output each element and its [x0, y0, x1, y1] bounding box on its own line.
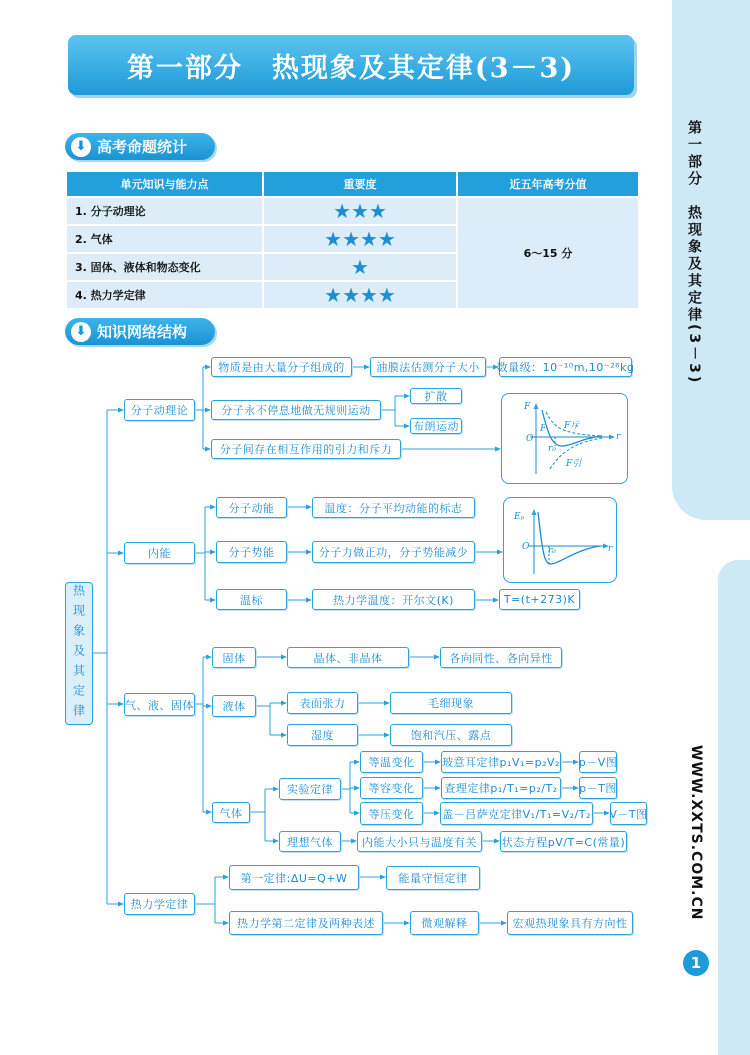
- node-humidity: 湿度: [287, 724, 358, 746]
- label-r0: r₀: [548, 546, 556, 556]
- col-header: 单元知识与能力点: [67, 172, 262, 196]
- node-state-equation: 状态方程pV/T=C(常量): [500, 831, 627, 852]
- down-arrow-icon: ⬇: [71, 137, 91, 157]
- node-brownian: 布朗运动: [410, 418, 462, 434]
- node-isochoric: 等容变化: [360, 777, 423, 799]
- importance-stars: ★★★: [264, 198, 456, 224]
- down-arrow-icon: ⬇: [71, 322, 91, 342]
- potential-energy-graph: [503, 497, 617, 583]
- node-crystal: 晶体、非晶体: [287, 647, 409, 668]
- col-header: 近五年高考分值: [458, 172, 638, 196]
- label-repulsion: F斥: [564, 421, 580, 431]
- axis-label-r: r: [608, 544, 613, 554]
- node-gas: 气体: [212, 802, 250, 823]
- label-net-force: F: [540, 424, 547, 434]
- force-curve-plot: [502, 394, 629, 485]
- node-magnitude: 数量级：10⁻¹⁰m,10⁻²⁶kg: [499, 357, 632, 377]
- node-potential-energy: 分子势能: [216, 541, 287, 563]
- chapter-title-banner: 第一部分 热现象及其定律(3－3): [68, 35, 634, 95]
- origin-label: O: [526, 434, 534, 444]
- node-gay-lussac: 盖－吕萨克定律V₁/T₁=V₂/T₂: [440, 802, 593, 825]
- node-oilfilm: 油膜法估测分子大小: [370, 357, 486, 377]
- node-energy-conservation: 能量守恒定律: [386, 866, 480, 890]
- importance-stars: ★★★★: [264, 226, 456, 252]
- node-pv-graph: p－V图: [579, 751, 617, 773]
- page-number: 1: [683, 950, 709, 976]
- section-title: 高考命题统计: [97, 138, 188, 156]
- node-thermodynamics: 热力学定律: [124, 893, 195, 915]
- node-solid: 固体: [212, 647, 256, 668]
- topic-cell: 1. 分子动理论: [67, 198, 262, 224]
- node-matter: 物质是由大量分子组成的: [211, 357, 352, 377]
- score-cell: 6～15 分: [458, 198, 638, 308]
- node-isothermal: 等温变化: [360, 751, 423, 773]
- node-kinetic-energy: 分子动能: [216, 497, 287, 518]
- potential-curve-plot: [504, 498, 618, 584]
- root-node: 热现象及其定律: [65, 582, 93, 725]
- node-pe-work: 分子力做正功，分子势能减少: [312, 541, 475, 563]
- node-macro-direction: 宏观热现象具有方向性: [507, 911, 633, 935]
- node-isotropy: 各向同性、各向异性: [440, 647, 562, 668]
- node-micro-explanation: 微观解释: [410, 911, 479, 935]
- website-url: WWW.XXTS.COM.CN: [688, 745, 704, 921]
- node-ideal-gas: 理想气体: [279, 831, 341, 852]
- importance-stars: ★★★★: [264, 282, 456, 308]
- node-charles: 查理定律p₁/T₁=p₂/T₂: [441, 777, 561, 799]
- node-liquid: 液体: [212, 695, 256, 717]
- node-boyle: 玻意耳定律p₁V₁=p₂V₂: [441, 751, 561, 773]
- node-kinetic: 分子动理论: [124, 399, 195, 421]
- node-diffusion: 扩散: [410, 388, 462, 404]
- node-pt-graph: p－T图: [579, 777, 617, 799]
- side-chapter-title: 第一部分 热现象及其定律(3－3): [686, 120, 702, 386]
- node-t-formula: T=(t+273)K: [499, 589, 580, 610]
- node-kelvin: 热力学温度：开尔文(K): [312, 589, 475, 610]
- node-internal-energy: 内能: [124, 542, 195, 564]
- node-vt-graph: V－T图: [610, 802, 647, 825]
- importance-stars: ★: [264, 254, 456, 280]
- node-motion: 分子永不停息地做无规则运动: [211, 400, 381, 420]
- topic-cell: 2. 气体: [67, 226, 262, 252]
- node-isobaric: 等压变化: [360, 802, 423, 825]
- node-temperature: 温度：分子平均动能的标志: [312, 497, 475, 518]
- potential-curve: [538, 512, 600, 564]
- axis-label-ep: Eₚ: [514, 512, 525, 522]
- node-ideal-energy: 内能大小只与温度有关: [357, 831, 482, 852]
- topic-cell: 4. 热力学定律: [67, 282, 262, 308]
- label-r0: r₀: [548, 444, 556, 454]
- axis-label-r: r: [616, 432, 621, 442]
- node-second-law: 热力学第二定律及两种表述: [229, 911, 383, 935]
- node-states: 气、液、固体: [124, 693, 195, 716]
- label-attraction: F引: [566, 459, 582, 469]
- node-saturation: 饱和汽压、露点: [390, 724, 512, 746]
- topic-cell: 3. 固体、液体和物态变化: [67, 254, 262, 280]
- node-temp-scale: 温标: [216, 589, 287, 610]
- node-exp-laws: 实验定律: [279, 778, 341, 800]
- col-header: 重要度: [264, 172, 456, 196]
- origin-label: O: [522, 542, 530, 552]
- node-first-law: 第一定律:ΔU=Q+W: [229, 865, 359, 890]
- node-capillary: 毛细现象: [390, 692, 512, 714]
- axis-label-f: F: [524, 402, 531, 412]
- section-title: 知识网络结构: [97, 323, 188, 341]
- node-tension: 表面张力: [287, 692, 358, 714]
- node-force: 分子间存在相互作用的引力和斥力: [211, 439, 401, 459]
- force-graph: [501, 393, 628, 484]
